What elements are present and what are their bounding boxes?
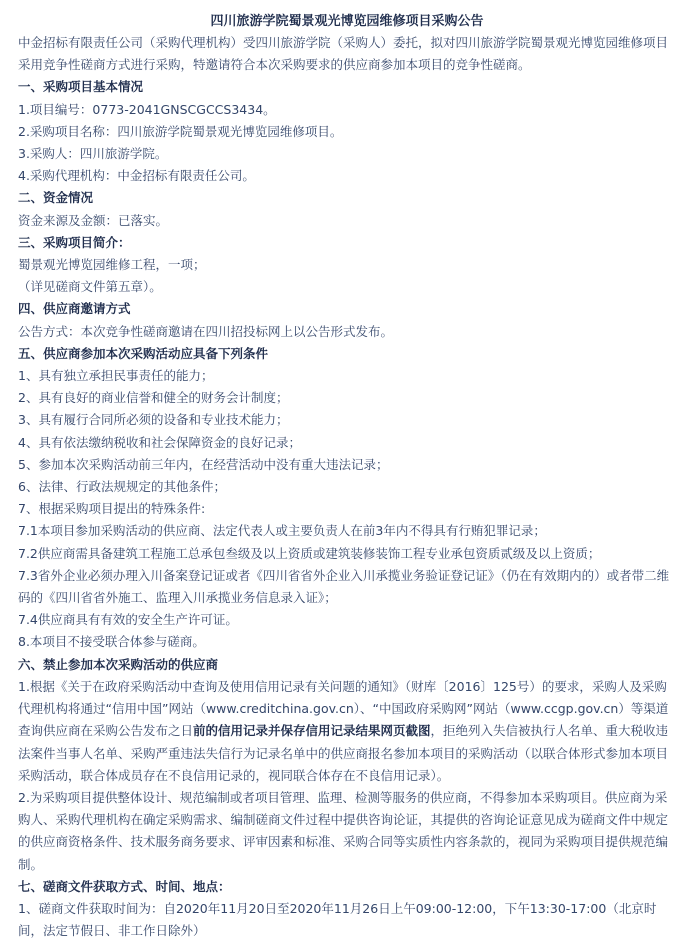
requirement-item: 7.1本项目参加采购活动的供应商、法定代表人或主要负责人在前3年内不得具有行贿犯罪记录； bbox=[18, 523, 546, 539]
section-4-heading: 四、供应商邀请方式 bbox=[18, 301, 131, 317]
requirement-item: 2、具有良好的商业信誉和健全的财务会计制度； bbox=[18, 390, 289, 406]
credit-text-end: ，拒绝列入失信被执行人名单、重大税收违法案件当事人名单、采购严重违法失信行为记录名单中的供应商报名参加本项目的采购活动（以联合体形式参加本项目采购活动，联合体成员存在不良信用记录的，视同联合体存在不良信用记录）。 bbox=[18, 723, 669, 783]
requirement-item: 6、法律、行政法规规定的其他条件； bbox=[18, 479, 226, 495]
project-number: 1.项目编号：0773-2041GNSCGCCS3434。 bbox=[18, 101, 276, 117]
section-7-heading: 七、磋商文件获取方式、时间、地点： bbox=[18, 878, 231, 894]
credit-text-start: 1.根据《关于在政府采购活动中查询及使用信用记录有关问题的通知》（财库〔2016〕125号）的要求，采购人及采购代理机构将通过“信用中国”网站（www.creditchina.gov.cn）、“中国政府采购网”网站（www.ccgp.gov.cn）等渠道查询供应商在采购公告发布之日 bbox=[18, 678, 669, 739]
section-5-heading: 五、供应商参加本次采购活动应具备下列条件 bbox=[18, 345, 269, 361]
requirement-item: 1、具有独立承担民事责任的能力； bbox=[18, 368, 214, 384]
requirement-item: 5、参加本次采购活动前三年内，在经营活动中没有重大违法记录； bbox=[18, 456, 389, 472]
section-3-heading: 三、采购项目简介： bbox=[18, 234, 131, 250]
project-name: 2.采购项目名称：四川旅游学院蜀景观光博览园维修项目。 bbox=[18, 123, 343, 139]
project-summary-note: （详见磋商文件第五章）。 bbox=[18, 279, 162, 295]
intro-paragraph: 中金招标有限责任公司（采购代理机构）受四川旅游学院（采购人）委托，拟对四川旅游学院蜀景观光博览园维修项目采用竞争性磋商方式进行采购，特邀请符合本次采购要求的供应商参加本项目的竞争性磋商。 bbox=[18, 35, 669, 73]
procurement-agency: 4.采购代理机构：中金招标有限责任公司。 bbox=[18, 168, 255, 184]
section-2-heading: 二、资金情况 bbox=[18, 190, 94, 206]
requirement-item: 7、根据采购项目提出的特殊条件: bbox=[18, 501, 206, 517]
requirement-item: 7.4供应商具有有效的安全生产许可证。 bbox=[18, 612, 238, 628]
requirement-item: 8.本项目不接受联合体参与磋商。 bbox=[18, 634, 205, 650]
requirement-item: 7.2供应商需具备建筑工程施工总承包叁级及以上资质或建筑装修装饰工程专业承包资质贰级及以上资质； bbox=[18, 545, 601, 561]
design-conflict-paragraph: 2.为采购项目提供整体设计、规范编制或者项目管理、监理、检测等服务的供应商，不得参加本采购项目。供应商为采购人、采购代理机构在确定采购需求、编制磋商文件过程中提供咨询论证，其提供的咨询论证意见成为磋商文件中规定的供应商资格条件、技术服务商务要求、评审因素和标准、采购合同等实质性内容条款的，视同为采购项目提供规范编制。 bbox=[18, 789, 669, 872]
document-acquisition-time: 1、磋商文件获取时间为：自2020年11月20日至2020年11月26日上午09:00-12:00，下午13:30-17:00（北京时间，法定节假日、非工作日除外） bbox=[18, 900, 657, 939]
section-6-heading: 六、禁止参加本次采购活动的供应商 bbox=[18, 656, 219, 672]
requirement-item: 3、具有履行合同所必须的设备和专业技术能力； bbox=[18, 412, 289, 428]
purchaser: 3.采购人：四川旅游学院。 bbox=[18, 146, 168, 162]
credit-record-paragraph bbox=[18, 676, 676, 787]
requirement-item: 4、具有依法缴纳税收和社会保障资金的良好记录； bbox=[18, 434, 301, 450]
requirement-item: 7.3省外企业必须办理入川备案登记证或者《四川省省外企业入川承揽业务验证登记证》（仍在有效期内的）或者带二维码的《四川省省外施工、监理入川承揽业务信息录入证》； bbox=[18, 567, 670, 606]
invitation-method: 公告方式：本次竞争性磋商邀请在四川招投标网上以公告形式发布。 bbox=[18, 323, 394, 339]
section-1-heading: 一、采购项目基本情况 bbox=[18, 79, 144, 95]
page-title: 四川旅游学院蜀景观光博览园维修项目采购公告 bbox=[210, 14, 484, 29]
project-summary-line: 蜀景观光博览园维修工程，一项； bbox=[18, 257, 206, 273]
credit-text-emphasis: 前的信用记录并保存信用记录结果网页截图 bbox=[193, 723, 431, 739]
funding-info: 资金来源及金额：已落实。 bbox=[18, 212, 169, 228]
